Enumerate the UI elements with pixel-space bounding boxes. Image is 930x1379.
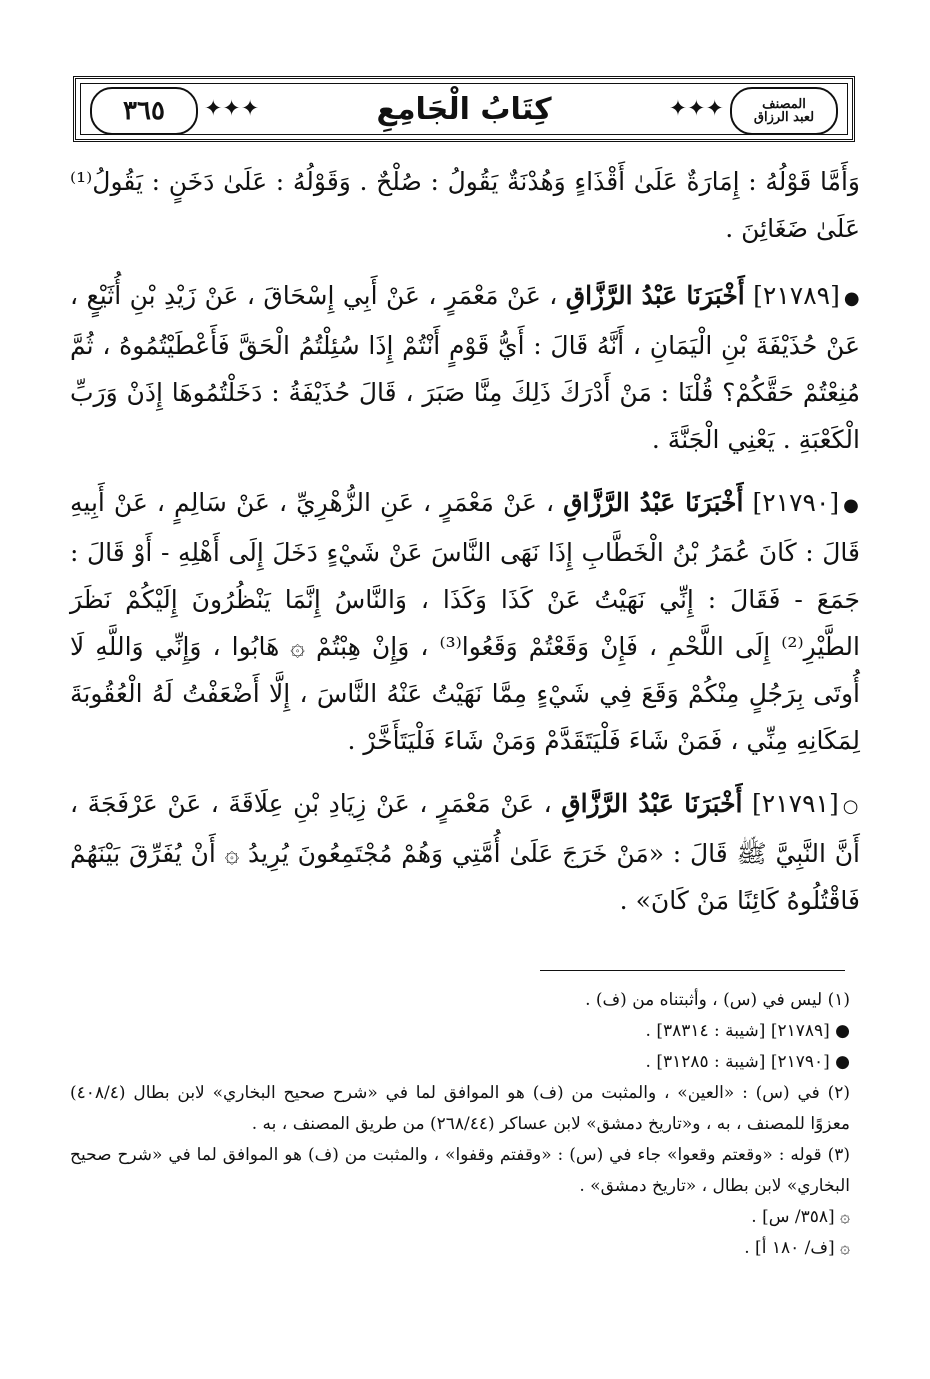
footnote: ۞ [ف/ ١٨٠ أ] . — [744, 1238, 850, 1258]
footnote: (١) ليس في (س) ، وأثبتناه من (ف) . — [585, 990, 850, 1010]
book-logo — [730, 87, 838, 135]
logo-line-1: المصنف — [762, 97, 806, 112]
chapter-title: كِتَابُ الْجَامِعِ — [360, 92, 567, 127]
hadith-marker-icon: ○ — [842, 796, 860, 817]
hadith-paragraph — [70, 272, 860, 463]
hadith-paragraph — [70, 780, 860, 924]
page-number: ٣٦٥ — [123, 96, 165, 126]
footnote: ۞ [٣٥٨/ س] . — [751, 1207, 850, 1227]
footnote-separator — [540, 970, 845, 971]
hadith-number: [٢١٧٩٠] — [752, 488, 840, 517]
ornament-icon: ✦✦✦ — [204, 96, 260, 122]
main-text — [70, 158, 860, 940]
page-number-cartouche — [90, 87, 198, 135]
hadith-isnad: أَخْبَرَنَا عَبْدُ الرَّزَّاقِ — [563, 488, 744, 517]
footnote: ● [٢١٧٨٩] [شيبة : ٣٨٣١٤] . — [645, 1021, 850, 1041]
logo-line-2: لعبد الرزاق — [753, 110, 815, 125]
hadith-isnad: أَخْبَرَنَا عَبْدُ الرَّزَّاقِ — [565, 281, 745, 310]
paragraph-text: وَأَمَّا قَوْلُهُ : إِمَارَةٌ عَلَىٰ أَقْذَاءٍ وَهُدْنَةٌ يَقُولُ : صُلْحٌ . وَقَوْلُهُ : عَلَىٰ دَخَنٍ : يَقُولُ⁽¹⁾ عَلَىٰ ضَغَائِنَ . — [70, 167, 860, 243]
hadith-marker-icon: ● — [843, 288, 860, 309]
hadith-marker-icon: ● — [843, 495, 860, 516]
footnote: (٢) في (س) : «العين» ، والمثبت من (ف) هو الموافق لما في «شرح صحيح البخاري» لابن بطال (٤٠٨/٤) معزوًا للمصنف ، به ، و«تاريخ دمشق» لابن عساكر (٢٦٨/٤٤) من طريق المصنف ، به . — [70, 1083, 850, 1134]
hadith-number: [٢١٧٩١] — [752, 789, 839, 818]
footnote: ● [٢١٧٩٠] [شيبة : ٣١٢٨٥] . — [645, 1052, 850, 1072]
footnotes — [70, 985, 850, 1264]
footnote: (٣) قوله : «وقعتم وقعوا» جاء في (س) : «وقفتم وقفوا» ، والمثبت من (ف) هو الموافق لما في «شرح صحيح البخاري» لابن بطال ، «تاريخ دمشق» . — [70, 1145, 850, 1196]
hadith-isnad: أَخْبَرَنَا عَبْدُ الرَّزَّاقِ — [561, 789, 743, 818]
hadith-number: [٢١٧٨٩] — [753, 281, 840, 310]
hadith-text: ، عَنْ مَعْمَرٍ ، عَنِ الزُّهْرِيِّ ، عَنْ سَالِمٍ ، عَنْ أَبِيهِ قَالَ : كَانَ عُمَرُ بْنُ الْخَطَّابِ إِذَا نَهَى النَّاسَ عَنْ شَيْءٍ دَخَلَ إِلَى أَهْلِهِ - أَوْ قَالَ : جَمَعَ - فَقَالَ : إِنِّي نَهَيْتُ عَنْ كَذَا وَكَذَا ، وَالنَّاسُ إِنَّمَا يَنْظُرُونَ إِلَيْكُمْ نَظَرَ الطَّيْرِ⁽²⁾ إِلَى اللَّحْمِ ، فَإِنْ وَقَعْتُمْ وَقَعُوا⁽³⁾ ، وَإِنْ هِبْتُمْ ۞ هَابُوا ، وَإِنِّي وَاللَّهِ لَا أُوتَى بِرَجُلٍ مِنْكُمْ وَقَعَ فِي شَيْءٍ مِمَّا نَهَيْتُ عَنْهُ النَّاسَ ، إِلَّا أَضْعَفْتُ لَهُ الْعُقُوبَةَ لِمَكَانِهِ مِنِّي ، فَمَنْ شَاءَ فَلْيَتَقَدَّمْ وَمَنْ شَاءَ فَلْيَتَأَخَّرْ . — [70, 488, 860, 755]
page-header — [73, 76, 855, 142]
hadith-text: ، عَنْ مَعْمَرٍ ، عَنْ أَبِي إِسْحَاقَ ، عَنْ زَيْدِ بْنِ أُثَيْعٍ ، عَنْ حُذَيْفَةَ بْنِ الْيَمَانِ ، أَنَّهُ قَالَ : أَيُّ قَوْمٍ أَنْتُمْ إِذَا سُئِلْتُمُ الْحَقَّ فَأَعْطَيْتُمُوهُ ، ثُمَّ مُنِعْتُمْ حَقَّكُمْ؟ قُلْنَا : مَنْ أَدْرَكَ ذَلِكَ مِنَّا صَبَرَ ، قَالَ حُذَيْفَةُ : دَخَلْتُمُوهَا إِذَنْ وَرَبِّ الْكَعْبَةِ . يَعْنِي الْجَنَّةَ . — [70, 281, 860, 454]
hadith-text: ، عَنْ مَعْمَرٍ ، عَنْ زِيَادِ بْنِ عِلَاقَةَ ، عَنْ عَرْفَجَةَ ، أَنَّ النَّبِيَّ ﷺ قَالَ : «مَنْ خَرَجَ عَلَىٰ أُمَّتِي وَهُمْ مُجْتَمِعُونَ يُرِيدُ ۞ أَنْ يُفَرِّقَ بَيْنَهُمْ فَاقْتُلُوهُ كَائِنًا مَنْ كَانَ» . — [70, 789, 860, 915]
ornament-icon: ✦✦✦ — [668, 96, 724, 122]
hadith-paragraph — [70, 479, 860, 764]
paragraph — [70, 158, 860, 252]
